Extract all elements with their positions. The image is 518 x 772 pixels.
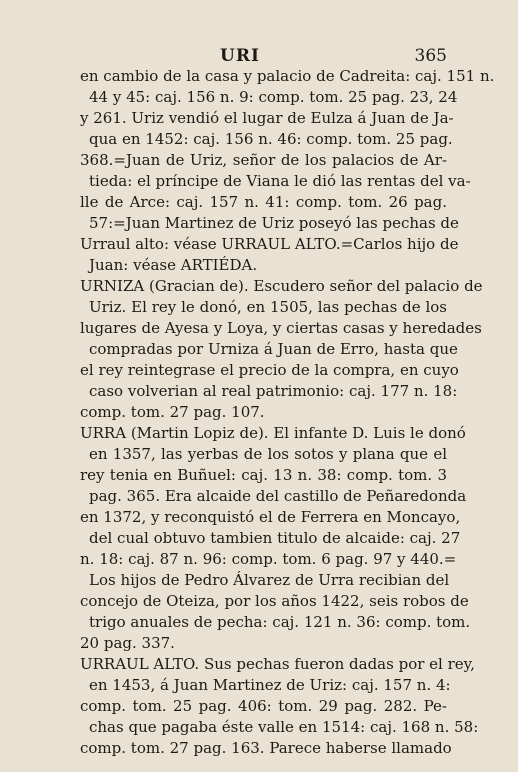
text-line: el rey reintegrase el precio de la compra, en cuyo [80,361,459,379]
running-head: URI [220,46,260,66]
text-line: Urraul alto: véase URRAUL ALTO.=Carlos hijo de [80,235,459,253]
text-line: concejo de Oteiza, por los años 1422, seis robos de [80,592,469,610]
page-header [80,46,447,68]
entry-headword-line: URRA (Martin Lopiz de). El infante D. Luis le donó [80,424,466,442]
entry-headword-line: URNIZA (Gracian de). Escudero señor del palacio de [80,277,483,295]
body-text [0,66,518,757]
text-line: en cambio de la casa y palacio de Cadreita: caj. 151 n. [80,67,495,85]
text-line: en 1453, á Juan Martinez de Uriz: caj. 157 n. 4: [89,676,451,694]
text-line: pag. 365. Era alcaide del castillo de Peñaredonda [89,487,467,505]
text-line: Juan: véase ARTIÉDA. [89,256,258,274]
text-line: en 1357, las yerbas de los sotos y plana que el [89,445,447,463]
text-line: Uriz. El rey le donó, en 1505, las pechas de los [89,298,447,316]
text-line: comp. tom. 25 pag. 406: tom. 29 pag. 282. Pe- [80,697,447,715]
text-line: 368.=Juan de Uriz, señor de los palacios de Ar- [80,151,447,169]
text-line: comp. tom. 27 pag. 163. Parece haberse llamado [80,739,452,757]
text-line: lle de Arce: caj. 157 n. 41: comp. tom. 26 pag. [80,193,447,211]
text-line: lugares de Ayesa y Loya, y ciertas casas y heredades [80,319,482,337]
text-line: en 1372, y reconquistó el de Ferrera en Moncayo, [80,508,461,526]
text-line: compradas por Urniza á Juan de Erro, hasta que [89,340,458,358]
text-line: Los hijos de Pedro Álvarez de Urra recibian del [89,571,450,589]
text-line: tieda: el príncipe de Viana le dió las rentas del va- [89,172,471,190]
text-line: 44 y 45: caj. 156 n. 9: comp. tom. 25 pag. 23, 24 [89,88,458,106]
text-line: del cual obtuvo tambien titulo de alcaide: caj. 27 [89,529,461,547]
text-line: caso volverian al real patrimonio: caj. 177 n. 18: [89,382,458,400]
entry-headword-line: URRAUL ALTO. Sus pechas fueron dadas por el rey, [80,655,475,673]
page-number: 365 [414,46,447,66]
text-line: chas que pagaba éste valle en 1514: caj. 168 n. 58: [89,718,479,736]
text-line: trigo anuales de pecha: caj. 121 n. 36: comp. tom. [89,613,471,631]
text-line: comp. tom. 27 pag. 107. [80,403,265,421]
text-line: n. 18: caj. 87 n. 96: comp. tom. 6 pag. 97 y 440.= [80,550,457,568]
text-line: 57:=Juan Martinez de Uriz poseyó las pechas de [89,214,459,232]
text-line: 20 pag. 337. [80,634,175,652]
text-line: y 261. Uriz vendió el lugar de Eulza á Juan de Ja- [80,109,454,127]
text-line: rey tenia en Buñuel: caj. 13 n. 38: comp. tom. 3 [80,466,447,484]
text-line: qua en 1452: caj. 156 n. 46: comp. tom. 25 pag. [89,130,453,148]
